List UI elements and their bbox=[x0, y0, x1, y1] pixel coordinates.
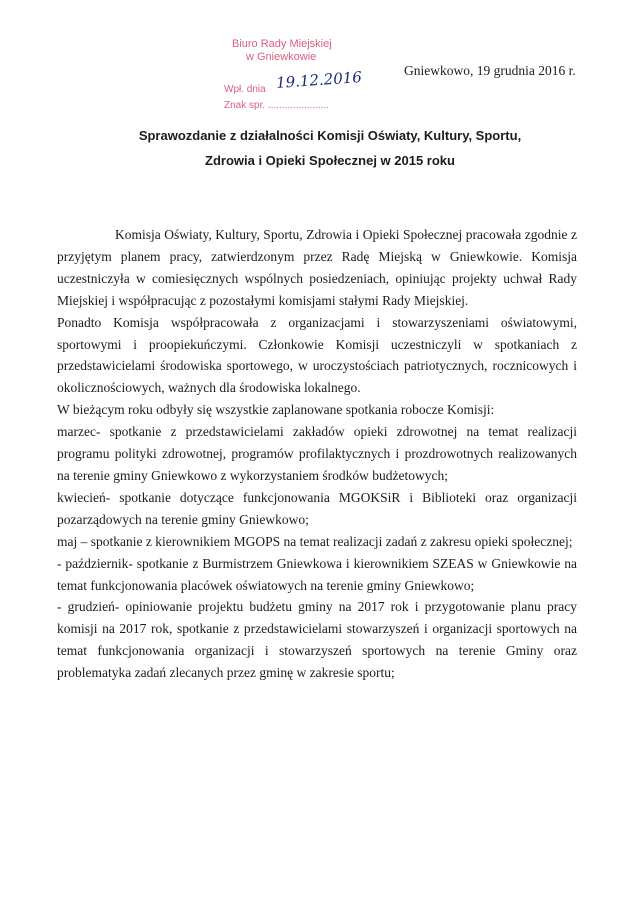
meeting-item-april: kwiecień- spotkanie dotyczące funkcjonowania MGOKSiR i Biblioteki oraz organizacji pozarządowych na terenie gminy Gniewkowo; bbox=[57, 489, 577, 527]
document-title-line-1: Sprawozdanie z działalności Komisji Oświaty, Kultury, Sportu, bbox=[138, 128, 522, 143]
meeting-item-december: - grudzień- opiniowanie projektu budżetu gminy na 2017 rok i przygotowanie planu pracy komisji na 2017 rok, spotkanie z przedstawicielami stowarzyszeń i organizacji sportowych na temat funkcjonowania organizacji i stowarzyszeń sportowych na terenie Gminy oraz problematyka zadań zlecanych przez gminę w zakresie sportu; bbox=[57, 599, 577, 681]
stamp-reference-label: Znak spr. ...................... bbox=[224, 100, 330, 111]
place-and-date: Gniewkowo, 19 grudnia 2016 r. bbox=[404, 63, 576, 78]
paragraph-meetings-intro: W bieżącym roku odbyły się wszystkie zaplanowane spotkania robocze Komisji: bbox=[57, 402, 495, 418]
meeting-item-march: marzec- spotkanie z przedstawicielami zakładów opieki zdrowotnej na temat realizacji programu polityki zdrowotnej, programów profilaktycznych i prozdrowotnych realizowanych na terenie gminy Gniewkowo z wykorzystaniem środków budżetowych; bbox=[57, 424, 577, 483]
stamp-office-location: w Gniewkowie bbox=[246, 51, 317, 63]
paragraph-cooperation: Ponadto Komisja współpracowała z organizacjami i stowarzyszeniami oświatowymi, sportowymi i proopiekuńczymi. Członkowie Komisji uczestniczyli w spotkaniach z przedstawicielami środowiska sportowego, w uroczystościach patriotycznych, rocznicowych i okolicznościowych, ważnych dla środowiska lokalnego. bbox=[57, 314, 577, 396]
meeting-item-october: - październik- spotkanie z Burmistrzem Gniewkowa i kierownikiem SZEAS w Gniewkowie na temat funkcjonowania placówek oświatowych na terenie gminy Gniewkowo; bbox=[57, 555, 577, 593]
stamp-handwritten-date: 19.12.2016 bbox=[275, 68, 363, 92]
stamp-received-label: Wpł. dnia bbox=[224, 84, 266, 95]
meeting-item-may: maj – spotkanie z kierownikiem MGOPS na temat realizacji zadań z zakresu opieki społecznej; bbox=[57, 533, 573, 549]
paragraph-intro: Komisja Oświaty, Kultury, Sportu, Zdrowia i Opieki Społecznej pracowała zgodnie z przyjętym planem pracy, zatwierdzonym przez Radę Miejską w Gniewkowie. Komisja uczestniczyła w comiesięcznych wspólnych posiedzeniach, opiniując projekty uchwał Rady Miejskiej i współpracując z pozostałymi komisjami stałymi Rady Miejskiej. bbox=[57, 227, 577, 308]
report-body bbox=[57, 224, 577, 684]
document-title-line-2: Zdrowia i Opieki Społecznej w 2015 roku bbox=[205, 153, 455, 168]
stamp-office-name: Biuro Rady Miejskiej bbox=[232, 38, 332, 50]
